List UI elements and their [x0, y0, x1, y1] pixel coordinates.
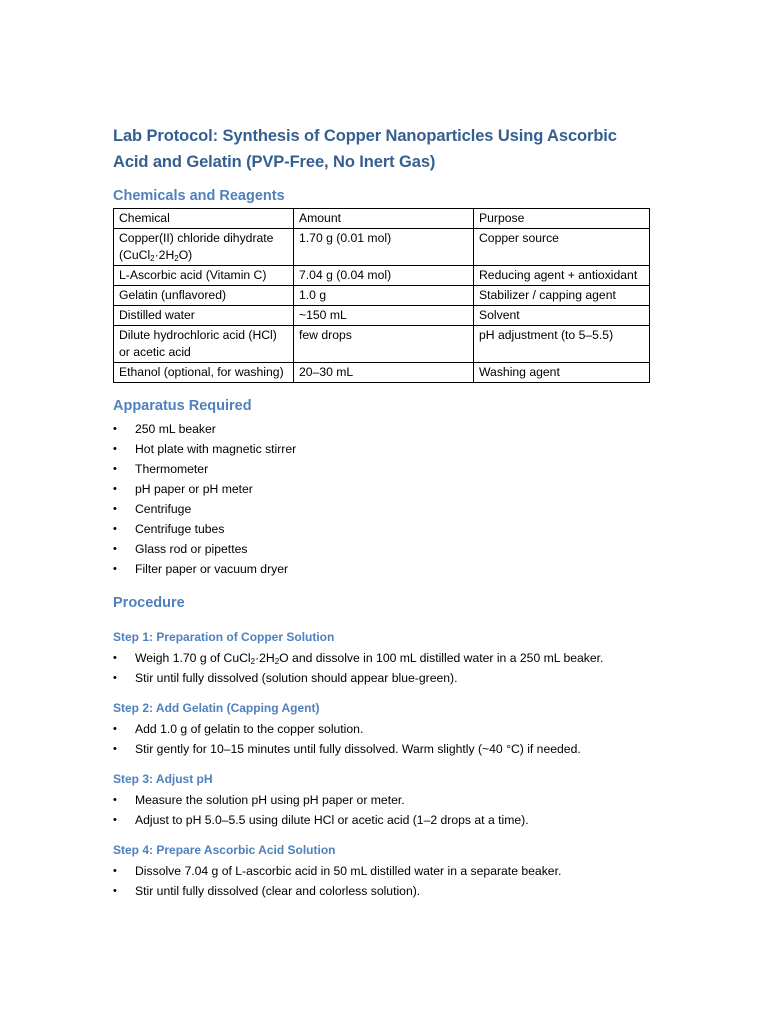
cell-purpose: Copper source — [474, 229, 650, 266]
bullet-icon: • — [113, 865, 117, 877]
bullet-icon: • — [113, 423, 117, 435]
step-1-title: Step 1: Preparation of Copper Solution — [113, 630, 335, 644]
bullet-icon: • — [113, 503, 117, 515]
table-row — [114, 229, 650, 266]
bullet-icon: • — [113, 885, 117, 897]
bullet-icon: • — [113, 563, 117, 575]
cell-chemical: Gelatin (unflavored) — [114, 286, 294, 306]
chemical-formula: $(CuCl_2\cdot 2H_2O)$ — [119, 248, 193, 263]
cell-chemical: Dilute hydrochloric acid (HCl) or acetic acid — [114, 326, 294, 363]
list-item: • Stir until fully dissolved (clear and colorless solution). — [113, 881, 653, 901]
chemical-name: Copper(II) chloride dihydrate — [119, 231, 274, 245]
list-item: • Filter paper or vacuum dryer — [113, 559, 653, 579]
cell-amount: 20–30 mL — [294, 363, 474, 383]
cell-chemical: L-Ascorbic acid (Vitamin C) — [114, 266, 294, 286]
list-item: • Glass rod or pipettes — [113, 539, 653, 559]
cell-amount: 7.04 g (0.04 mol) — [294, 266, 474, 286]
bullet-icon: • — [113, 483, 117, 495]
step-1-list — [113, 648, 653, 688]
list-item: • Add 1.0 g of gelatin to the copper solution. — [113, 719, 653, 739]
header-purpose: Purpose — [474, 209, 650, 229]
list-item: • Adjust to pH 5.0–5.5 using dilute HCl or acetic acid (1–2 drops at a time). — [113, 810, 653, 830]
document-page — [113, 123, 653, 901]
bullet-icon: • — [113, 794, 117, 806]
chemicals-table — [113, 208, 650, 383]
bullet-icon: • — [113, 723, 117, 735]
list-item: • Dissolve 7.04 g of L-ascorbic acid in 50 mL distilled water in a separate beaker. — [113, 861, 653, 881]
header-amount: Amount — [294, 209, 474, 229]
cell-purpose: Washing agent — [474, 363, 650, 383]
list-item: • Stir gently for 10–15 minutes until fully dissolved. Warm slightly (~40 °C) if needed. — [113, 739, 653, 759]
cell-amount: ~150 mL — [294, 306, 474, 326]
list-item: • Stir until fully dissolved (solution should appear blue-green). — [113, 668, 653, 688]
bullet-icon: • — [113, 743, 117, 755]
step-3-list — [113, 790, 653, 830]
table-header-row — [114, 209, 650, 229]
cell-chemical: Distilled water — [114, 306, 294, 326]
table-row — [114, 326, 650, 363]
step-2-list — [113, 719, 653, 759]
apparatus-heading: Apparatus Required — [113, 398, 252, 414]
step-3-title: Step 3: Adjust pH — [113, 772, 213, 786]
list-item: • Measure the solution pH using pH paper or meter. — [113, 790, 653, 810]
step-4-title: Step 4: Prepare Ascorbic Acid Solution — [113, 843, 336, 857]
cell-amount: few drops — [294, 326, 474, 363]
cell-chemical — [114, 229, 294, 266]
bullet-icon: • — [113, 543, 117, 555]
chemicals-heading: Chemicals and Reagents — [113, 188, 285, 204]
cell-purpose: Stabilizer / capping agent — [474, 286, 650, 306]
list-item: • Thermometer — [113, 459, 653, 479]
cell-purpose: Reducing agent + antioxidant — [474, 266, 650, 286]
cell-amount: 1.0 g — [294, 286, 474, 306]
cell-chemical: Ethanol (optional, for washing) — [114, 363, 294, 383]
bullet-icon: • — [113, 463, 117, 475]
bullet-icon: • — [113, 523, 117, 535]
bullet-icon: • — [113, 443, 117, 455]
header-chemical: Chemical — [114, 209, 294, 229]
list-item: • pH paper or pH meter — [113, 479, 653, 499]
bullet-icon: • — [113, 814, 117, 826]
cell-amount: 1.70 g (0.01 mol) — [294, 229, 474, 266]
apparatus-list — [113, 419, 653, 579]
table-row — [114, 363, 650, 383]
table-row — [114, 266, 650, 286]
cell-purpose: pH adjustment (to 5–5.5) — [474, 326, 650, 363]
procedure-heading: Procedure — [113, 595, 185, 611]
list-item: • Hot plate with magnetic stirrer — [113, 439, 653, 459]
step-4-list — [113, 861, 653, 901]
document-title: Lab Protocol: Synthesis of Copper Nanoparticles Using Ascorbic Acid and Gelatin (PVP-Free, No Inert Gas) — [113, 127, 617, 171]
bullet-icon: • — [113, 652, 117, 664]
list-item: • Centrifuge tubes — [113, 519, 653, 539]
step-2-title: Step 2: Add Gelatin (Capping Agent) — [113, 701, 320, 715]
table-row — [114, 306, 650, 326]
list-item: • Centrifuge — [113, 499, 653, 519]
table-row — [114, 286, 650, 306]
cell-purpose: Solvent — [474, 306, 650, 326]
list-item: • 250 mL beaker — [113, 419, 653, 439]
bullet-icon: • — [113, 672, 117, 684]
list-item: • Weigh 1.70 g of $CuCl_2\cdot 2H_2O$ and dissolve in 100 mL distilled water in a 250 mL beaker. — [113, 648, 653, 668]
